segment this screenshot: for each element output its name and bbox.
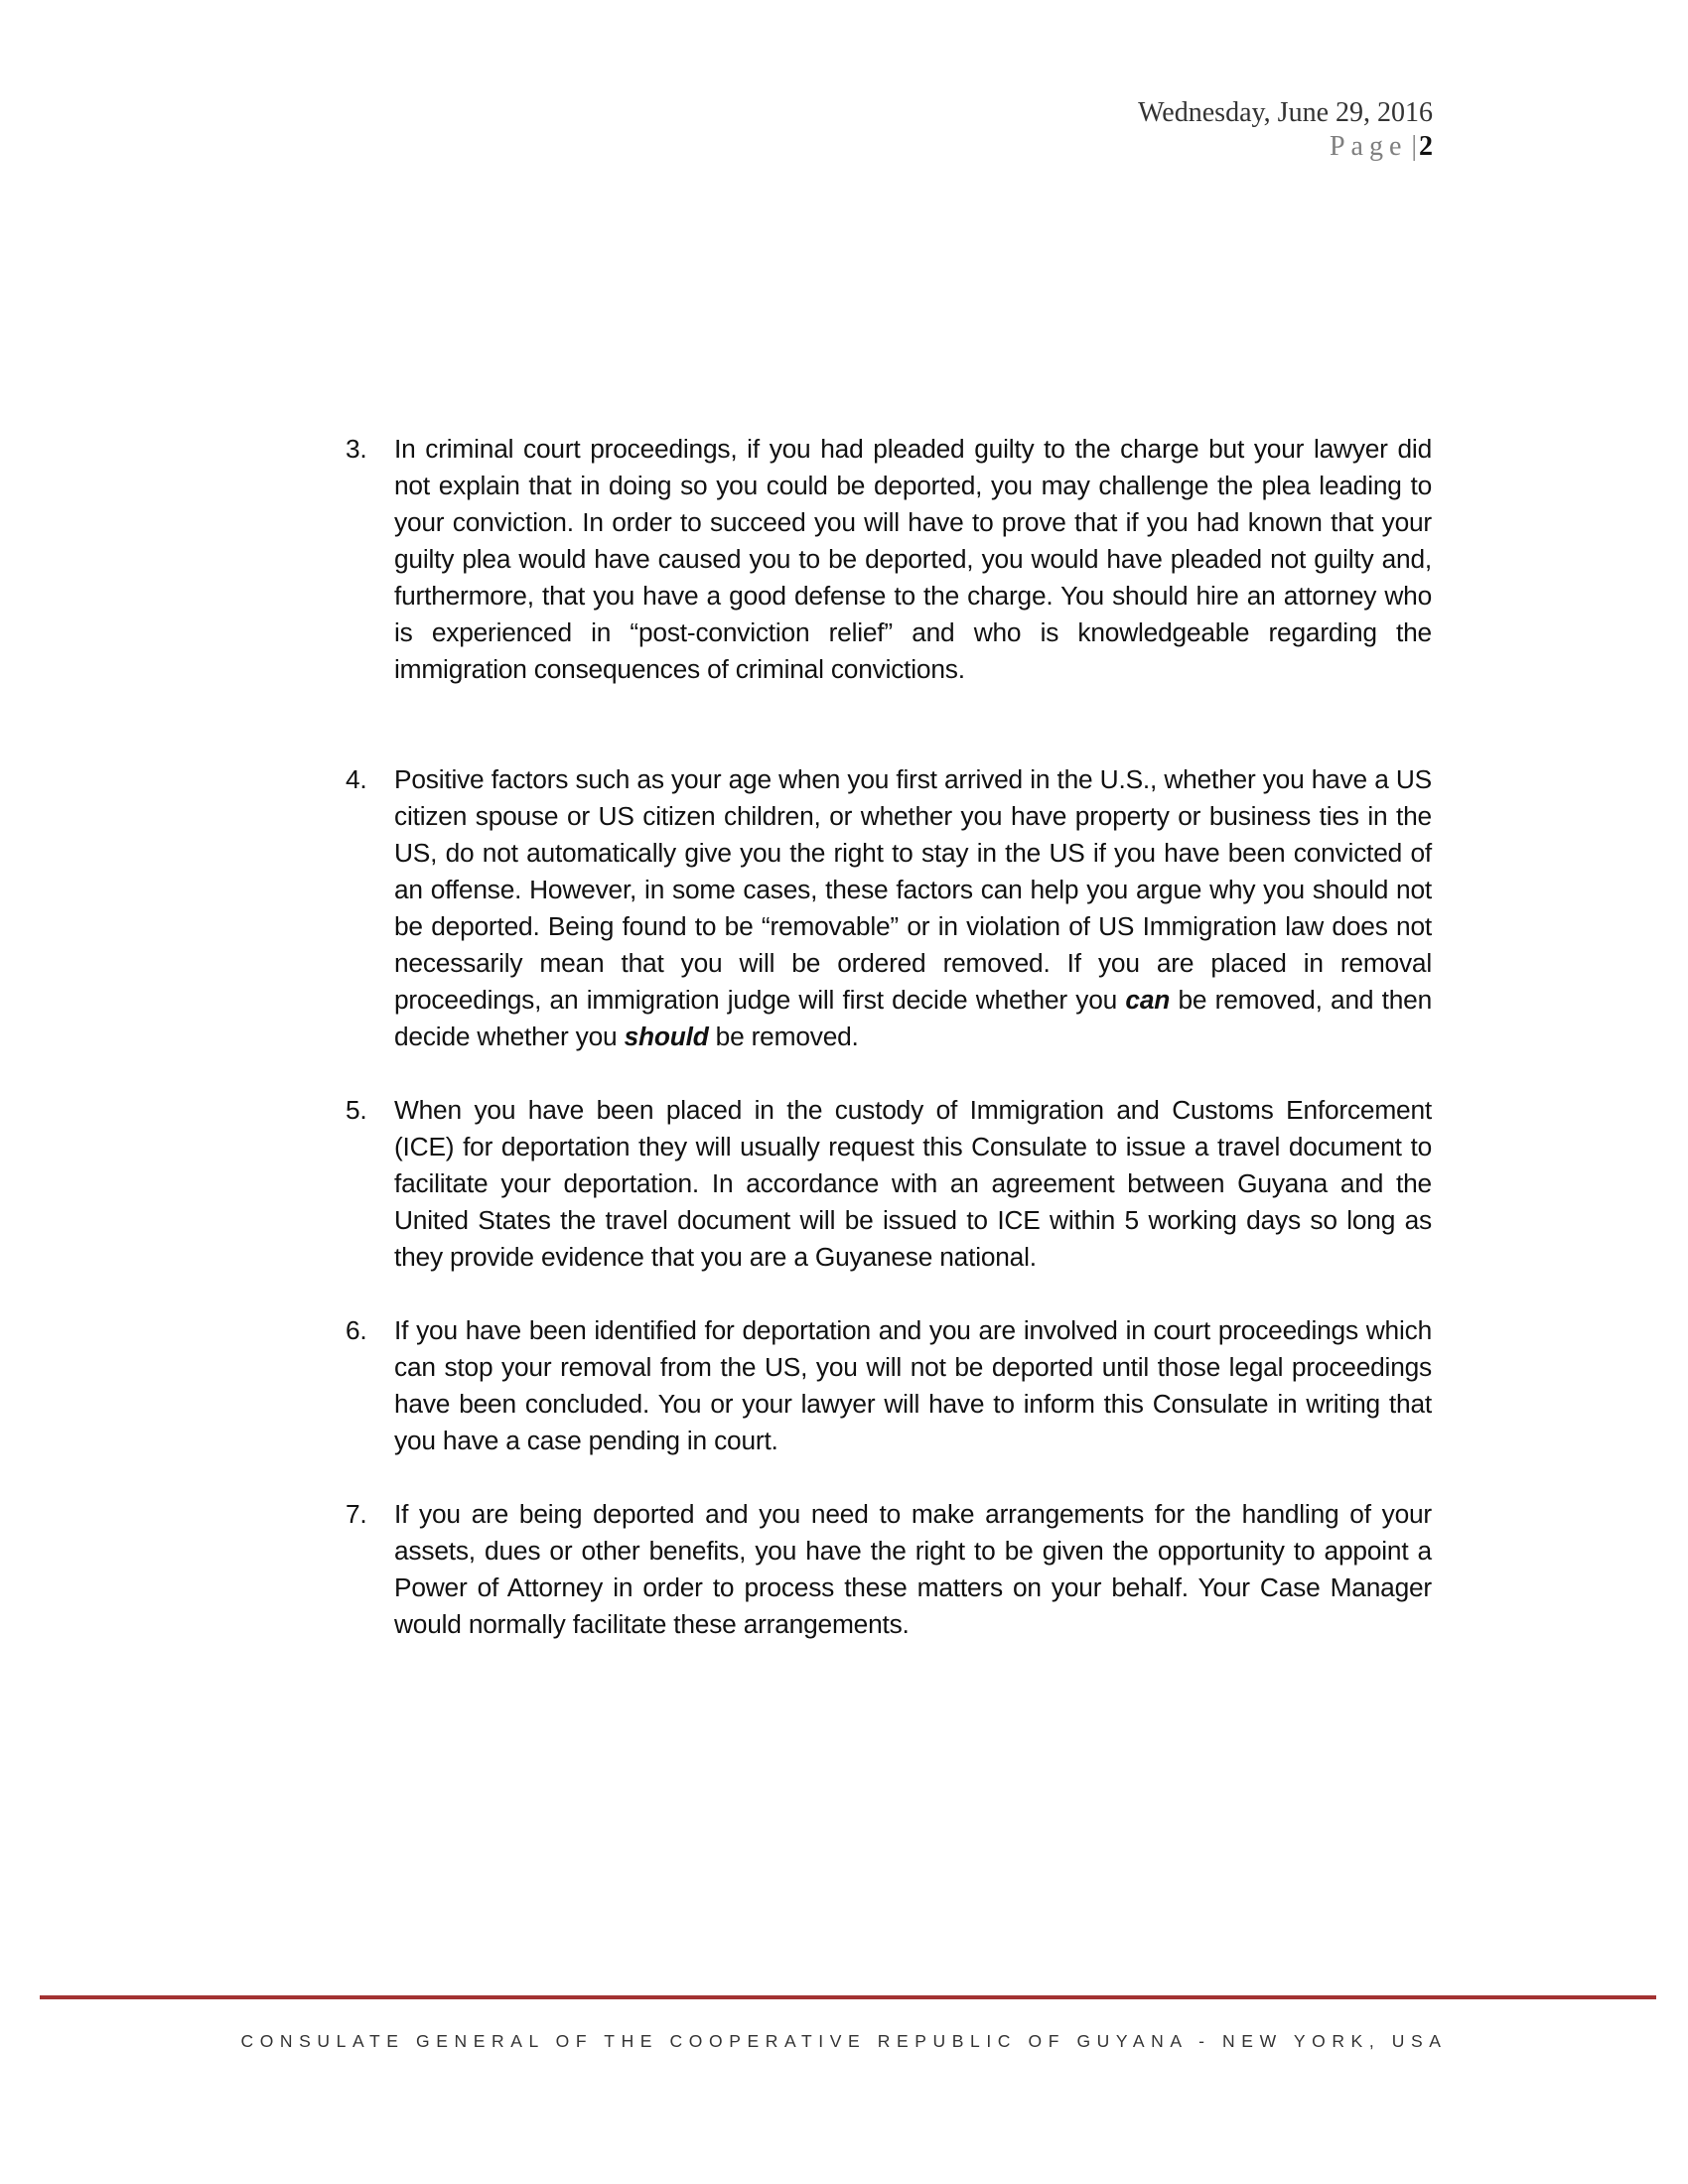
item-text: be removed. — [715, 1022, 859, 1051]
item-number: 7. — [346, 1499, 367, 1529]
emphasis-should: should — [624, 1022, 709, 1051]
list-item — [346, 1496, 1432, 1643]
item-text: Positive factors such as your age when you first arrived in the U.S., whether you have a US citizen spouse or US citizen children, or whether you have property or business ties in the US, do not automatically give you the right to stay in the US if you have been convicted of an offense. However, in some cases, these factors can help you argue why you should not be deported. Being found to be “removable” or in violation of US Immigration law does not necessarily mean that you will be ordered removed. If you are placed in removal proceedings, an immigration judge will first decide whether you — [394, 764, 1432, 1015]
item-text: be removed, and then decide whether you — [394, 985, 1433, 1051]
item-number: 5. — [346, 1095, 367, 1125]
list-item — [346, 1092, 1432, 1276]
footer-divider — [40, 1995, 1656, 1999]
page-number: 2 — [1419, 131, 1433, 162]
header-date: Wednesday, June 29, 2016 — [1138, 97, 1433, 128]
list-item — [346, 431, 1432, 688]
emphasis-can: can — [1125, 985, 1171, 1015]
item-number: 3. — [346, 434, 367, 464]
footer-text: CONSULATE GENERAL OF THE COOPERATIVE REPUBLIC OF GUYANA - NEW YORK, USA — [240, 2031, 1448, 2051]
item-text: If you have been identified for deportation and you are involved in court proceedings which can stop your removal from the US, you will not be deported until those legal proceedings have been concluded. You or your lawyer will have to inform this Consulate in writing that you have a case pending in court. — [394, 1315, 1432, 1455]
page-separator: | — [1411, 131, 1417, 162]
numbered-list — [346, 431, 1432, 1643]
item-text: In criminal court proceedings, if you had pleaded guilty to the charge but your lawyer did not explain that in doing so you could be deported, you may challenge the plea leading to your conviction. In order to succeed you will have to prove that if you had known that your guilty plea would have caused you to be deported, you would have pleaded not guilty and, furthermore, that you have a good defense to the charge. You should hire an attorney who is experienced in “post-conviction relief” and who is knowledgeable regarding the immigration consequences of criminal convictions. — [394, 434, 1432, 684]
item-text: When you have been placed in the custody of Immigration and Customs Enforcement (ICE) for deportation they will usually request this Consulate to issue a travel document to facilitate your deportation. In accordance with an agreement between Guyana and the United States the travel document will be issued to ICE within 5 working days so long as they provide evidence that you are a Guyanese national. — [394, 1095, 1432, 1272]
item-text: If you are being deported and you need to make arrangements for the handling of your assets, dues or other benefits, you have the right to be given the opportunity to appoint a Power of Attorney in order to process these matters on your behalf. Your Case Manager would normally facilitate these arrangements. — [394, 1499, 1432, 1639]
list-item — [346, 761, 1432, 1055]
list-item — [346, 1312, 1432, 1459]
page-number-label — [1330, 131, 1433, 163]
item-number: 6. — [346, 1315, 367, 1345]
item-number: 4. — [346, 764, 367, 794]
page-word: Page — [1329, 131, 1408, 162]
